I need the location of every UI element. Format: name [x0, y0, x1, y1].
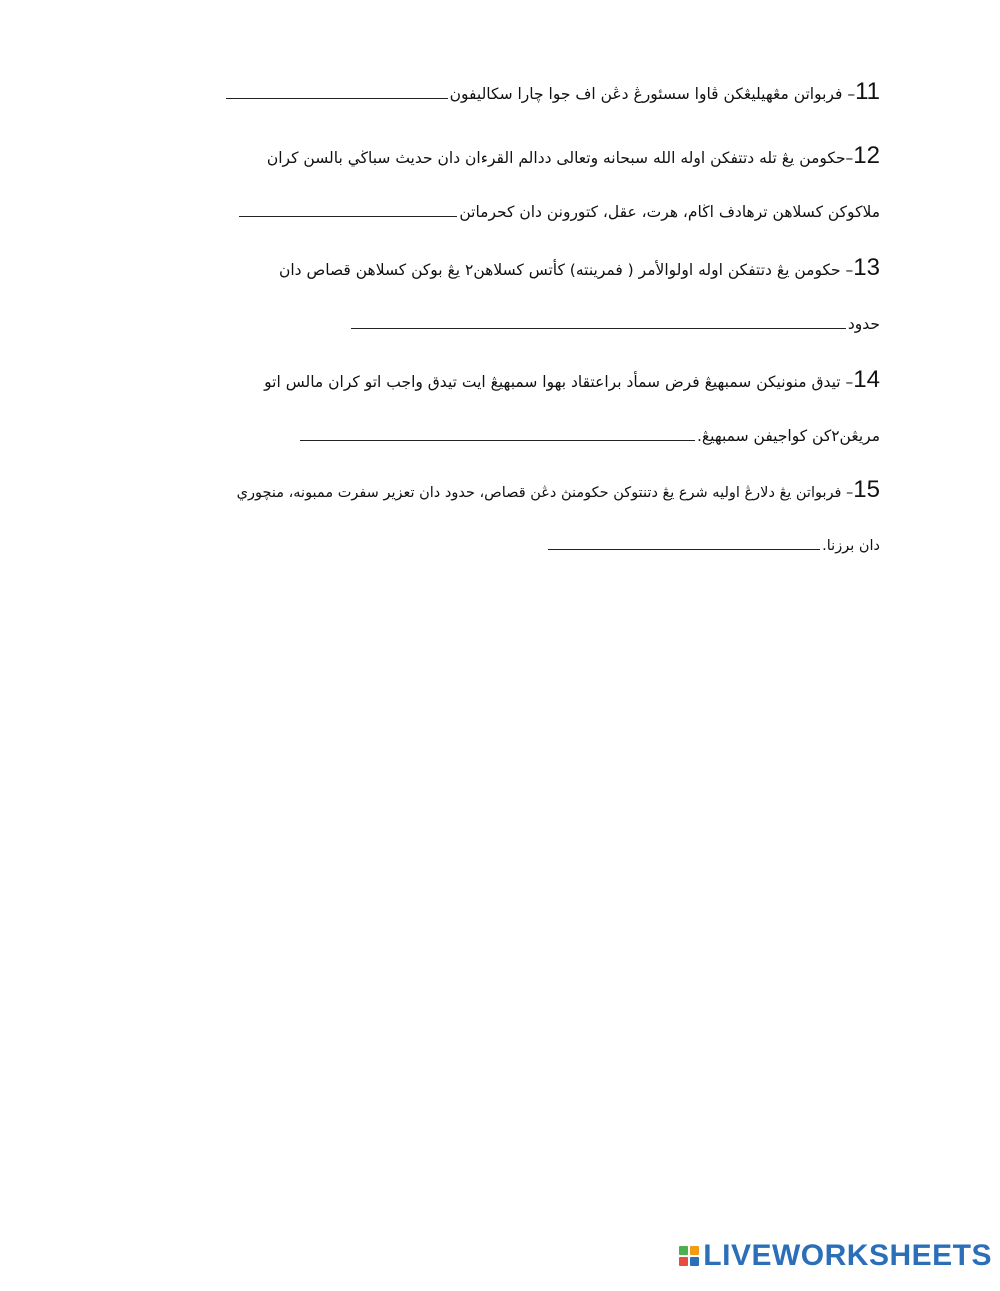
question-line: [120, 532, 880, 588]
answer-blank[interactable]: [226, 84, 448, 99]
question-text: – حکومن يڠ دتتفکن اوله اولوالأمر ( فمرينته) کأتس کسلاهن٢ يڠ بوکن کسلاهن قصاص دان: [278, 261, 854, 279]
question-number: 11: [855, 78, 880, 105]
question-text: حدود: [847, 315, 880, 333]
question-text: – فربواتن يڠ دلارڠ اوليه شرع يڠ دتنتوکن حکومنڽ دڠن قصاص، حدود دان تعزير سفرت ممبونه، منچوري: [236, 485, 854, 501]
question-text: – تيدق منونيکن سمبهيڠ فرض سمأد براعتقاد بهوا سمبهيڠ ايت تيدق واجب اتو کران مالس اتو: [264, 373, 854, 391]
question-14: [120, 366, 880, 478]
question-number: 13: [853, 254, 880, 281]
question-text: –حکومن يڠ تله دتتفکن اوله الله سبحانه وتعالى ددالم القرءان دان حديث سباڬي بالسن كران: [266, 149, 854, 167]
question-number: 14: [853, 366, 880, 393]
question-number: 12: [853, 142, 880, 169]
question-line: [120, 142, 880, 198]
logo-square-green: [679, 1246, 688, 1255]
question-text: ملاکوکن کسلاهن ترهادف اڬام، هرت، عقل، کتورونن دان کحرماتن: [459, 203, 880, 221]
logo-square-orange: [690, 1246, 699, 1255]
question-line: [120, 78, 880, 134]
brand-name: LIVEWORKSHEETS: [703, 1239, 992, 1272]
answer-blank[interactable]: [548, 535, 820, 550]
question-line: [120, 366, 880, 422]
liveworksheets-logo: [679, 1239, 992, 1273]
logo-square-blue: [690, 1257, 699, 1266]
question-11: [120, 78, 880, 134]
question-number: 15: [853, 476, 880, 503]
question-line: [120, 310, 880, 366]
question-line: [120, 476, 880, 532]
question-line: [120, 198, 880, 254]
question-13: [120, 254, 880, 366]
logo-icon: [679, 1246, 699, 1266]
logo-square-red: [679, 1257, 688, 1266]
answer-blank[interactable]: [300, 426, 695, 441]
answer-blank[interactable]: [351, 314, 846, 329]
question-text: – فربواتن مڠهيليڠكن ڤاوا سسئورڠ دڠن اف جوا چارا سکاليفون: [449, 85, 856, 103]
question-text: مريڠن٢کن کواجيفن سمبهيڠ.: [696, 427, 880, 445]
question-text: دان برزنا.: [822, 538, 880, 554]
question-12: [120, 142, 880, 254]
question-line: [120, 422, 880, 478]
question-line: [120, 254, 880, 310]
answer-blank[interactable]: [239, 202, 457, 217]
question-15: [120, 476, 880, 588]
